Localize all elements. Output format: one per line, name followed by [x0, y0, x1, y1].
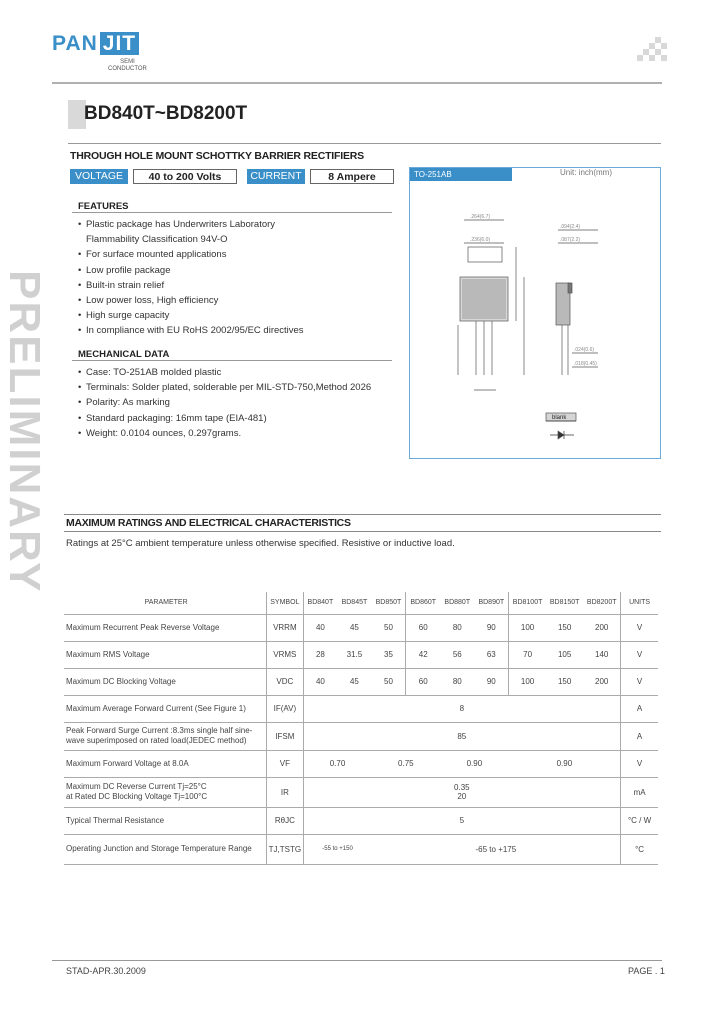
dimension-label: .264(6.7) [470, 214, 491, 220]
table-row: Maximum Recurrent Peak Reverse Voltage VRRM 40 45 50 60 80 90 100 150 200 V [64, 614, 658, 641]
package-label: TO-251AB [410, 168, 512, 181]
list-item: • Low power loss, High efficiency [78, 293, 328, 308]
table-row: Maximum Average Forward Current (See Figure 1) IF(AV) 8 A [64, 695, 658, 722]
list-item: • Plastic package has Underwriters Laboratory Flammability Classification 94V-O [78, 217, 328, 247]
list-item: • High surge capacity [78, 308, 328, 323]
list-item: • Standard packaging: 16mm tape (EIA-481) [78, 411, 398, 426]
voltage-value-badge: 40 to 200 Volts [133, 169, 237, 184]
package-outline-diagram [418, 185, 654, 455]
package-unit: Unit: inch(mm) [560, 168, 613, 177]
dimension-label: .018(0.45) [574, 361, 597, 367]
table-row: Operating Junction and Storage Temperature Range TJ,TSTG -55 to +150 -65 to +175 °C [64, 834, 658, 864]
mechanical-divider [72, 360, 392, 361]
table-row: Maximum Forward Voltage at 8.0A VF 0.70 0.75 0.90 0.90 V [64, 750, 658, 777]
table-header-row: PARAMETER SYMBOL BD840T BD845T BD850T BD860T BD880T BD890T BD8100T BD8150T BD8200T UNITS [64, 592, 658, 614]
voltage-label-badge: VOLTAGE [70, 169, 128, 184]
table-row: Maximum RMS Voltage VRMS 28 31.5 35 42 56 63 70 105 140 V [64, 641, 658, 668]
ratings-note: Ratings at 25°C ambient temperature unless otherwise specified. Resistive or inductive load. [66, 538, 455, 549]
dimension-label: .236(6.0) [470, 237, 491, 243]
ratings-heading: MAXIMUM RATINGS AND ELECTRICAL CHARACTERISTICS [66, 517, 351, 529]
table-row: Peak Forward Surge Current :8.3ms single half sine-wave superimposed on rated load(JEDEC method) IFSM 85 A [64, 722, 658, 750]
ratings-top-divider [64, 514, 661, 515]
features-heading: FEATURES [78, 201, 129, 212]
product-subtitle: THROUGH HOLE MOUNT SCHOTTKY BARRIER RECTIFIERS [70, 150, 364, 162]
dimension-label: .087(2.2) [560, 237, 581, 243]
list-item: • For surface mounted applications [78, 247, 328, 262]
logo-jit-text: JIT [100, 32, 139, 55]
logo-pan-text: PAN [52, 32, 98, 55]
list-item: • Low profile package [78, 263, 328, 278]
page-title: BD840T~BD8200T [84, 103, 248, 124]
title-divider [68, 143, 661, 144]
current-value-badge: 8 Ampere [310, 169, 394, 184]
header-divider [52, 82, 662, 84]
footer-date: STAD-APR.30.2009 [66, 966, 146, 976]
list-item: • Built-in strain relief [78, 278, 328, 293]
decorative-squares-icon [637, 37, 667, 67]
dimension-label: .094(2.4) [560, 224, 581, 230]
list-item: • Terminals: Solder plated, solderable per MIL-STD-750,Method 2026 [78, 380, 398, 395]
page-number: PAGE . 1 [628, 966, 665, 976]
dimension-label: .024(0.6) [574, 347, 595, 353]
table-row: Maximum DC Reverse Current Tj=25°C at Rated DC Blocking Voltage Tj=100°C IR 0.35 20 mA [64, 777, 658, 807]
table-row: Maximum DC Blocking Voltage VDC 40 45 50 60 80 90 100 150 200 V [64, 668, 658, 695]
list-item: • Polarity: As marking [78, 395, 398, 410]
features-list [78, 217, 328, 339]
ratings-bottom-divider [64, 531, 661, 532]
ratings-table [64, 592, 658, 865]
marking-blank-label: blank [552, 415, 567, 421]
mechanical-heading: MECHANICAL DATA [78, 349, 170, 360]
current-label-badge: CURRENT [247, 169, 305, 184]
panjit-logo [52, 32, 139, 56]
preliminary-watermark: PRELIMINARY [0, 270, 49, 594]
list-item: • In compliance with EU RoHS 2002/95/EC directives [78, 323, 328, 338]
list-item: • Weight: 0.0104 ounces, 0.297grams. [78, 426, 398, 441]
footer-divider [52, 960, 662, 961]
logo-subtext: SEMI CONDUCTOR [108, 59, 147, 72]
mechanical-list [78, 365, 398, 441]
list-item: • Case: TO-251AB molded plastic [78, 365, 398, 380]
table-row: Typical Thermal Resistance RθJC 5 °C / W [64, 807, 658, 834]
features-divider [72, 212, 392, 213]
